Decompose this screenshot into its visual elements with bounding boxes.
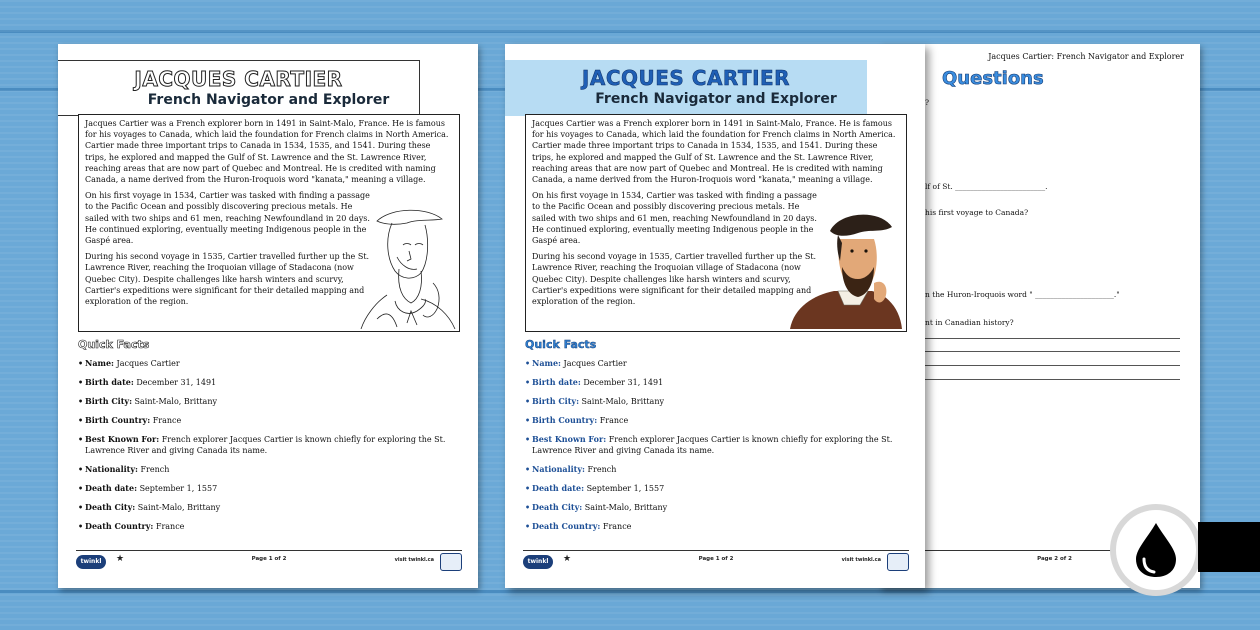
question-fragment: nt in Canadian history?	[925, 318, 1014, 327]
fact-item: • Death Country: France	[78, 521, 185, 531]
quick-facts-list	[78, 358, 448, 540]
page-title: JACQUES CARTIER	[134, 67, 343, 91]
fact-item: • Name: Jacques Cartier	[78, 358, 180, 368]
answer-line	[925, 338, 1180, 339]
biography-box	[78, 114, 460, 332]
page-number: Page 1 of 2	[251, 556, 287, 562]
fact-item: • Death City: Saint-Malo, Brittany	[525, 502, 668, 512]
biography-box	[525, 114, 907, 332]
ink-saver-toggle[interactable]	[1110, 504, 1202, 596]
page-subtitle: French Navigator and Explorer	[595, 91, 837, 107]
page-footer	[76, 550, 462, 570]
fact-item: • Death City: Saint-Malo, Brittany	[78, 502, 221, 512]
fact-item: • Birth date: December 31, 1491	[78, 377, 217, 387]
fact-item: • Birth Country: France	[525, 415, 629, 425]
bio-paragraph: During his second voyage in 1535, Cartier travelled further up the St. Lawrence River, reaching the Iroquoian village of Stadacona (now Quebec City). Despite challenges like harsh winters and scurvy, Cartier's expeditions were significant for their detailed mapping and exploration of the region.	[85, 252, 370, 307]
twinkl-logo: twinkl	[76, 555, 106, 569]
page-number: Page 2 of 2	[1037, 556, 1072, 562]
worksheet-page-bw	[58, 44, 478, 588]
fact-item: • Best Known For: French explorer Jacques Cartier is known chiefly for exploring the St. Lawrence River and giving Canada its name.	[78, 434, 446, 455]
answer-line	[925, 365, 1180, 366]
fact-item: • Death Country: France	[525, 521, 632, 531]
quick-facts-heading: Quick Facts	[525, 338, 597, 351]
questions-header: Jacques Cartier: French Navigator and Explorer	[988, 52, 1184, 61]
fact-item: • Death date: September 1, 1557	[525, 483, 665, 493]
badge-icon	[440, 553, 462, 571]
site-link: visit twinkl.ca	[394, 557, 434, 563]
title-box	[58, 60, 420, 116]
fact-item: • Birth Country: France	[78, 415, 182, 425]
bio-paragraph: Jacques Cartier was a French explorer born in 1491 in Saint-Malo, France. He is famous for his voyages to Canada, which laid the foundation for French claims in North America. Cartier made three important trips to Canada in 1534, 1535, and 1541. During these trips, he explored and mapped the Gulf of St. Lawrence and the St. Lawrence River, reaching areas that are now part of Quebec and Montreal. He is credited with naming Canada, a name derived from the Huron-Iroquois word "kanata," meaning a village.	[532, 119, 896, 185]
bio-paragraph: During his second voyage in 1535, Cartier travelled further up the St. Lawrence River, reaching the Iroquoian village of Stadacona (now Quebec City). Despite challenges like harsh winters and scurvy, Cartier's expeditions were significant for their detailed mapping and exploration of the region.	[532, 252, 817, 307]
fact-item: • Death date: September 1, 1557	[78, 483, 218, 493]
star-icon: ★	[116, 554, 125, 564]
question-fragment: his first voyage to Canada?	[925, 208, 1029, 217]
fact-item: • Nationality: French	[78, 464, 170, 474]
site-link: visit twinkl.ca	[841, 557, 881, 563]
quick-facts-list	[525, 358, 895, 540]
bio-paragraph: On his first voyage in 1534, Cartier was tasked with finding a passage to the Pacific Ocean and possibly discovering precious metals. He sailed with two ships and 61 men, reaching Newfoundland in 20 days. He continued exploring, eventually meeting Indigenous people in the Gaspé area.	[532, 191, 817, 246]
fact-item: • Birth City: Saint-Malo, Brittany	[78, 396, 217, 406]
ink-drop-icon	[1134, 521, 1178, 579]
fact-item: • Birth date: December 31, 1491	[525, 377, 664, 387]
answer-line	[925, 351, 1180, 352]
star-icon: ★	[563, 554, 572, 564]
cartier-portrait-colour	[784, 199, 904, 329]
fact-item: • Best Known For: French explorer Jacques Cartier is known chiefly for exploring the St. Lawrence River and giving Canada its name.	[525, 434, 893, 455]
worksheet-page-colour	[505, 44, 925, 588]
page-footer	[523, 550, 909, 570]
question-fragment: ?	[925, 98, 930, 107]
quick-facts-heading: Quick Facts	[78, 338, 150, 351]
question-fragment: lf of St. ________________________.	[925, 182, 1048, 191]
questions-title: Questions	[942, 68, 1044, 89]
cartier-portrait-outline	[337, 199, 457, 329]
title-box	[505, 60, 867, 116]
ink-saver-tab	[1198, 522, 1260, 572]
fact-item: • Birth City: Saint-Malo, Brittany	[525, 396, 664, 406]
bio-paragraph: Jacques Cartier was a French explorer born in 1491 in Saint-Malo, France. He is famous for his voyages to Canada, which laid the foundation for French claims in North America. Cartier made three important trips to Canada in 1534, 1535, and 1541. During these trips, he explored and mapped the Gulf of St. Lawrence and the St. Lawrence River, reaching areas that are now part of Quebec and Montreal. He is credited with naming Canada, a name derived from the Huron-Iroquois word "kanata," meaning a village.	[85, 119, 449, 185]
fact-item: • Name: Jacques Cartier	[525, 358, 627, 368]
answer-line	[925, 379, 1180, 380]
bio-paragraph: On his first voyage in 1534, Cartier was tasked with finding a passage to the Pacific Ocean and possibly discovering precious metals. He sailed with two ships and 61 men, reaching Newfoundland in 20 days. He continued exploring, eventually meeting Indigenous people in the Gaspé area.	[85, 191, 370, 246]
fact-item: • Nationality: French	[525, 464, 617, 474]
page-subtitle: French Navigator and Explorer	[147, 92, 390, 108]
question-fragment: n the Huron-Iroquois word " _____________________."	[925, 290, 1120, 299]
page-title: JACQUES CARTIER	[581, 66, 791, 90]
badge-icon	[887, 553, 909, 571]
twinkl-logo: twinkl	[523, 555, 553, 569]
page-number: Page 1 of 2	[698, 556, 734, 562]
